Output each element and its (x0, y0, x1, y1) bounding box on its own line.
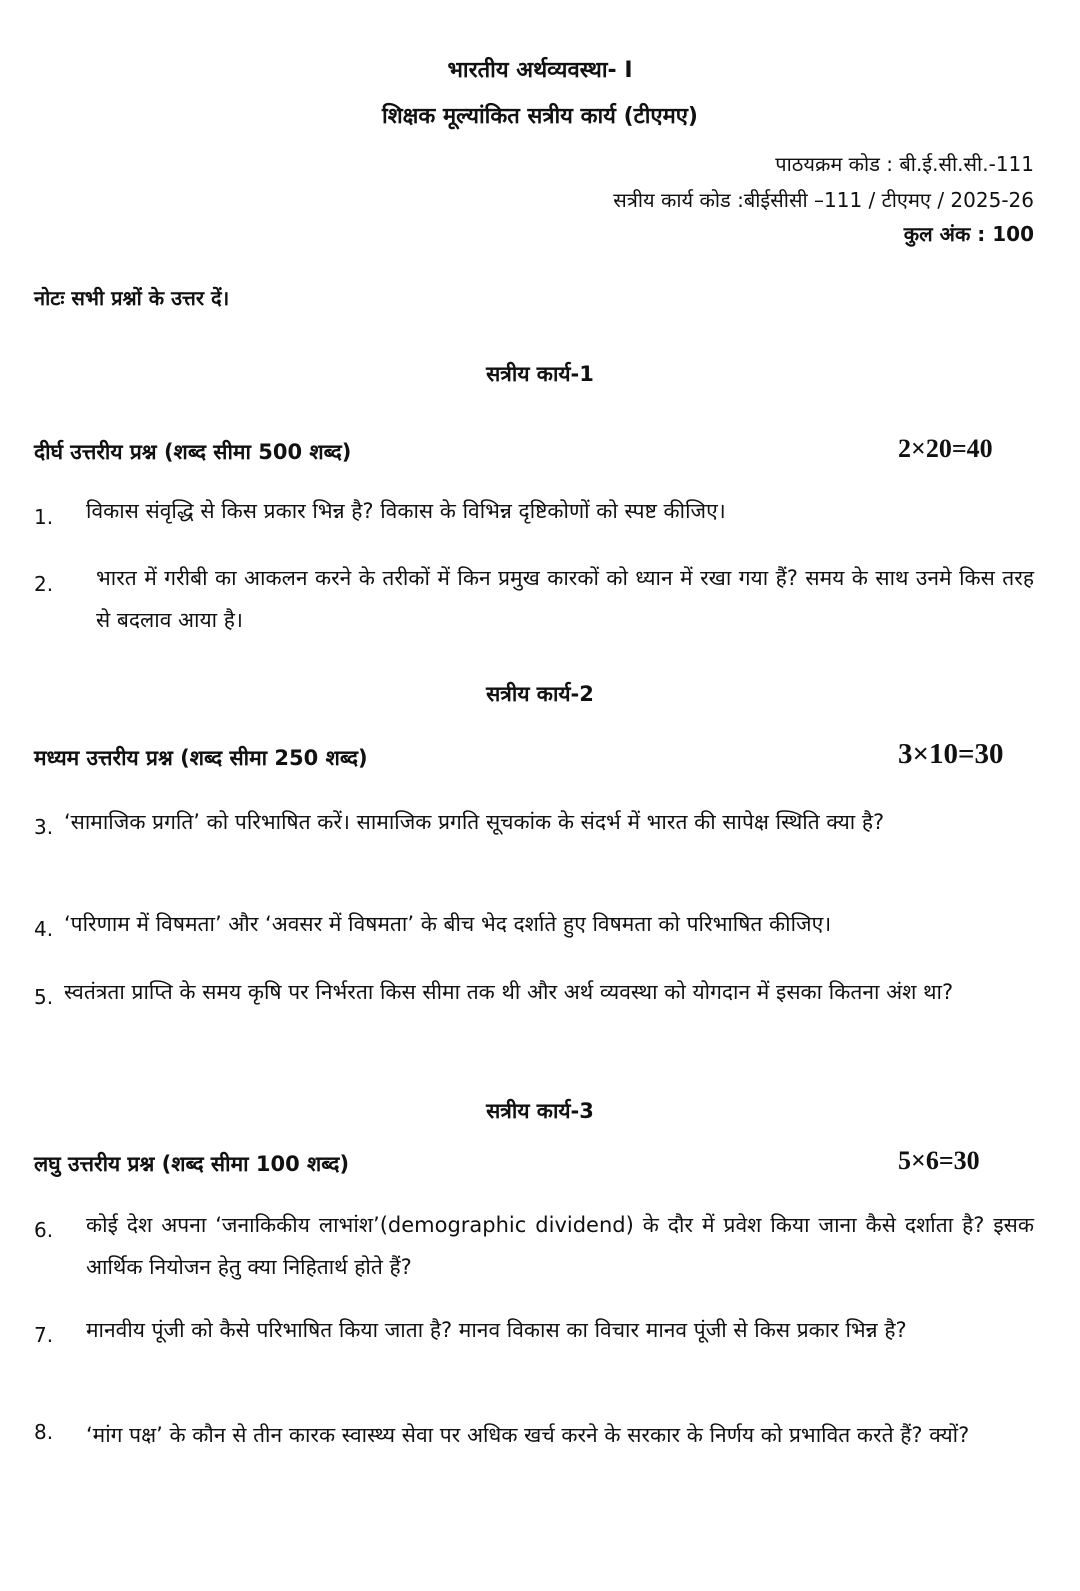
question-text: कोई देश अपना ‘जनाकिकीय लाभांश’(demographic dividend) के दौर में प्रवेश किया जाना कैसे दर्शाता है? इसक आर्थिक नियोजन हेतु क्या निहितार्थ होते हैं? (86, 1213, 1034, 1279)
question-type-label: दीर्घ उत्तरीय प्रश्न (शब्द सीमा 500 शब्द) (34, 440, 352, 464)
section-heading: सत्रीय कार्य-1 (486, 362, 594, 386)
question-number: 6. (34, 1218, 54, 1242)
total-marks: कुल अंक : 100 (903, 222, 1034, 246)
document-title: भारतीय अर्थव्यवस्था- I (447, 58, 633, 83)
question-type-label: लघु उत्तरीय प्रश्न (शब्द सीमा 100 शब्द) (34, 1152, 350, 1176)
question-type-label: मध्यम उत्तरीय प्रश्न (शब्द सीमा 250 शब्द) (34, 746, 368, 770)
question-number: 8. (34, 1420, 54, 1444)
section-marks: 3×10=30 (898, 738, 1004, 770)
section-marks: 5×6=30 (898, 1146, 980, 1175)
document-subtitle: शिक्षक मूल्यांकित सत्रीय कार्य (टीएमए) (382, 104, 698, 129)
section-marks: 2×20=40 (898, 434, 993, 463)
question-text: भारत में गरीबी का आकलन करने के तरीकों में किन प्रमुख कारकों को ध्यान में रखा गया हैं? समय के साथ उनमे किस तरह से बदलाव आया है। (96, 566, 1034, 632)
question-number: 2. (34, 572, 54, 596)
question-text: ‘सामाजिक प्रगति’ को परिभाषित करें। सामाजिक प्रगति सूचकांक के संदर्भ में भारत की सापेक्ष स्थिति क्या है? (64, 810, 885, 834)
question-number: 5. (34, 985, 54, 1009)
question-text: ‘परिणाम में विषमता’ और ‘अवसर में विषमता’ के बीच भेद दर्शाते हुए विषमता को परिभाषित कीजिए। (64, 912, 832, 936)
question-number: 1. (34, 505, 54, 529)
section-heading: सत्रीय कार्य-2 (486, 682, 594, 706)
course-code: पाठयक्रम कोड : बी.ई.सी.सी.-111 (775, 152, 1034, 176)
instruction-note: नोटः सभी प्रश्नों के उत्तर दें। (34, 286, 230, 310)
question-text: मानवीय पूंजी को कैसे परिभाषित किया जाता है? मानव विकास का विचार मानव पूंजी से किस प्रकार भिन्न है? (86, 1318, 907, 1342)
assignment-code: सत्रीय कार्य कोड :बीईसीसी –111 / टीएमए / 2025-26 (613, 188, 1034, 212)
question-number: 7. (34, 1323, 54, 1347)
section-heading: सत्रीय कार्य-3 (486, 1099, 594, 1123)
question-text: ‘मांग पक्ष’ के कौन से तीन कारक स्वास्थ्य सेवा पर अधिक खर्च करने के सरकार के निर्णय को प्रभावित करते हैं? क्यों? (86, 1423, 970, 1447)
question-text: स्वतंत्रता प्राप्ति के समय कृषि पर निर्भरता किस सीमा तक थी और अर्थ व्यवस्था को योगदान में इसका कितना अंश था? (64, 980, 954, 1004)
question-text: विकास संवृद्धि से किस प्रकार भिन्न है? विकास के विभिन्न दृष्टिकोणों को स्पष्ट कीजिए। (86, 499, 726, 523)
question-number: 3. (34, 815, 54, 839)
question-number: 4. (34, 917, 54, 941)
